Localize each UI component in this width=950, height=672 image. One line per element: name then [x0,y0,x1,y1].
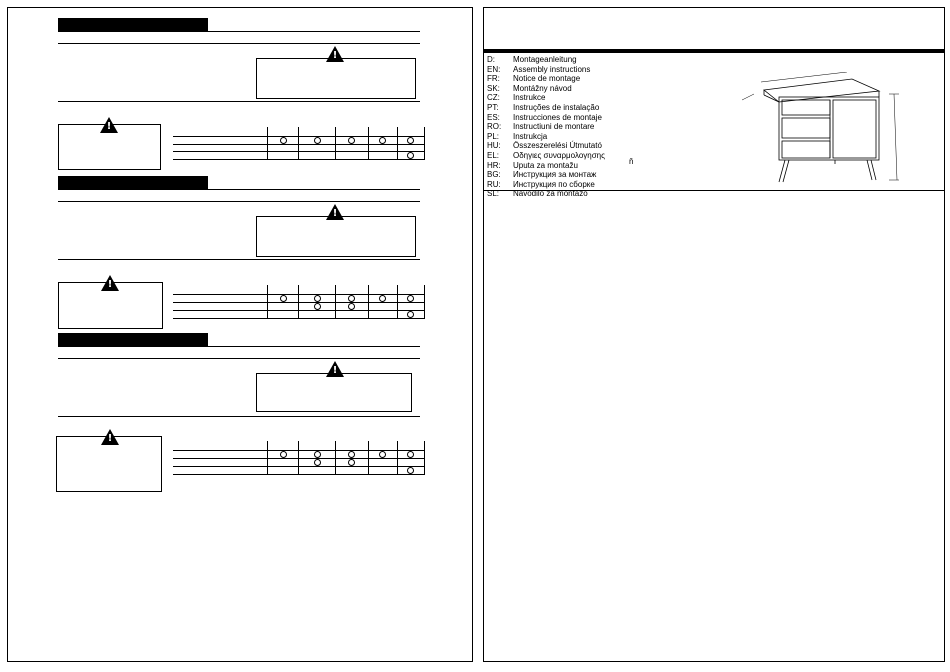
language-code: EL: [487,150,500,160]
section-rule [58,416,420,417]
list-item [487,141,647,151]
language-title: Instrucciones de montaje [513,112,602,122]
language-title: Инструкция по сборке [513,179,595,189]
warning-triangle-icon: ! [326,204,344,220]
language-code: HR: [487,160,501,170]
section-header-bar [58,176,208,189]
warning-triangle-icon: ! [100,117,118,133]
table-cell [335,137,368,145]
table-cell [397,137,424,145]
language-title: Összeszerelési Útmutató [513,141,602,151]
language-title: Notice de montage [513,74,581,84]
language-code: HU: [487,141,501,151]
warning-box [256,373,412,412]
list-item [487,122,647,132]
warning-triangle-icon: ! [326,361,344,377]
section-rule [58,43,420,44]
list-item [487,161,647,171]
language-code: PL: [487,131,500,141]
section-rule [58,201,420,202]
language-code: SK: [487,83,500,93]
language-code: RU: [487,179,501,189]
language-title: Instructiuni de montare [513,122,595,132]
language-code: BG: [487,170,501,180]
section-rule [58,189,420,190]
language-code: SL: [487,189,500,199]
section-rule [58,358,420,359]
list-item [487,103,647,113]
language-title: Instruções de instalação [513,102,600,112]
language-title: Instrukcja [513,131,548,141]
language-code: EN: [487,64,501,74]
compatibility-table [173,441,425,475]
warning-triangle-icon: ! [101,275,119,291]
language-code: RO: [487,122,502,132]
language-title: Montageanleitung [513,55,577,64]
list-item [487,113,647,123]
list-item [487,93,647,103]
language-title: Montážny návod [513,83,572,93]
stray-character: ň [629,157,634,166]
warning-triangle-icon: ! [101,429,119,445]
language-title: Uputa za montažu [513,160,578,170]
language-code: PT: [487,102,499,112]
title-rule [484,49,944,53]
section-divider [484,190,944,191]
language-title: Οδηγιες συναρμολογησης [513,150,605,160]
language-title: Navodilo za montažo [513,189,588,199]
language-code: CZ: [487,93,500,103]
language-code: ES: [487,112,500,122]
sideboard-illustration [739,72,924,187]
table-cell [268,137,299,145]
table-cell [368,137,397,145]
table-cell [299,137,335,145]
compatibility-table [173,127,425,160]
left-page [7,7,473,662]
warning-box [256,216,416,257]
language-title: Assembly instructions [513,64,591,74]
table-cell [397,152,424,160]
section-header-bar [58,333,208,346]
list-item [487,55,647,65]
list-item [487,132,647,142]
section-rule [58,101,420,102]
list-item [487,170,647,180]
section-rule [58,259,420,260]
language-code: FR: [487,74,500,84]
language-title: Instrukce [513,93,546,103]
section-rule [58,346,420,347]
warning-box [256,58,416,99]
language-title: Инструкция за монтаж [513,170,597,180]
list-item [487,74,647,84]
warning-triangle-icon: ! [326,46,344,62]
right-page [483,7,945,662]
list-item [487,65,647,75]
section-rule [58,31,420,32]
compatibility-table [173,285,425,319]
list-item [487,84,647,94]
list-item [487,151,647,161]
language-list [487,55,647,199]
language-code: D: [487,55,495,64]
list-item [487,180,647,190]
section-header-bar [58,18,208,31]
